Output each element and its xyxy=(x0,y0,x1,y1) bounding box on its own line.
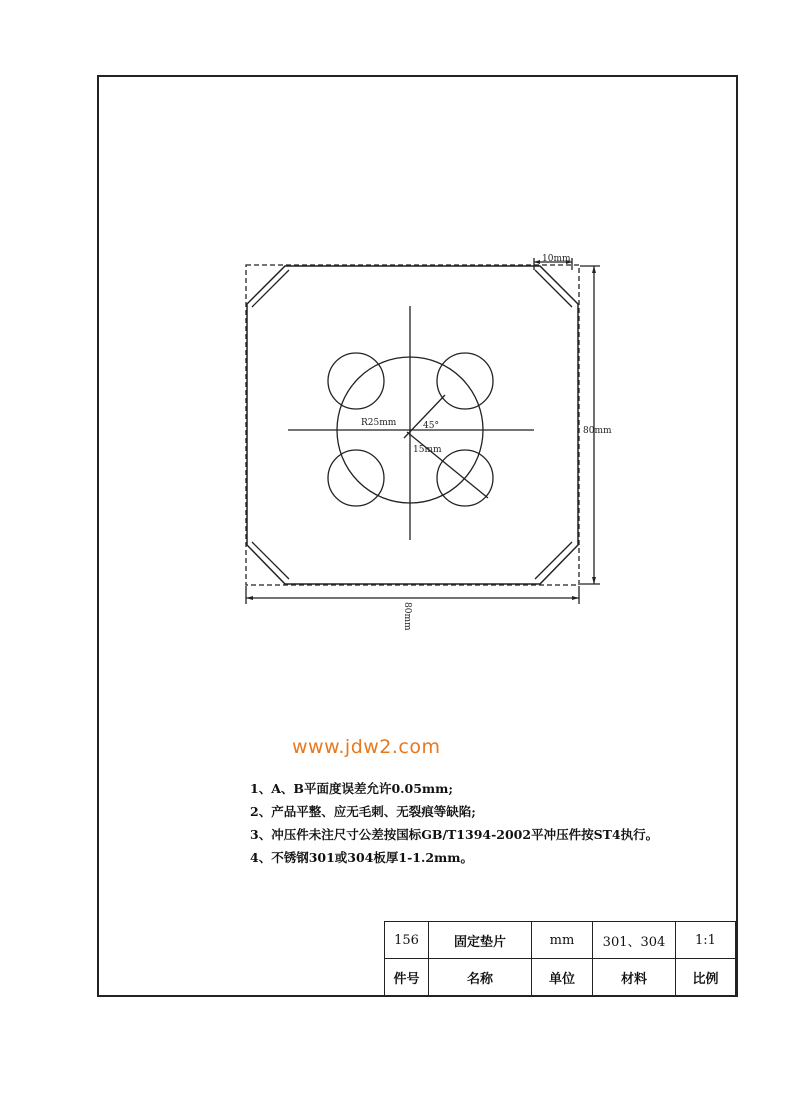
dim-label-right: 80mm xyxy=(583,426,612,436)
dim-label-bottom: 80mm xyxy=(402,602,412,631)
watermark-url: www.jdw2.com xyxy=(292,736,441,758)
title-block-values-row xyxy=(385,922,736,959)
part-no-value: 156 xyxy=(385,922,429,959)
unit-header: 单位 xyxy=(532,959,593,996)
arrow-head xyxy=(592,266,596,273)
unit-value: mm xyxy=(532,922,593,959)
note-item: 2、产品平整、应无毛刺、无裂痕等缺陷; xyxy=(250,804,476,819)
angle-label: 45° xyxy=(423,421,439,431)
part-name-header: 名称 xyxy=(429,959,532,996)
note-item: 3、冲压件未注尺寸公差按国标GB/T1394-2002平冲压件按ST4执行。 xyxy=(250,827,659,842)
part-name-value: 固定垫片 xyxy=(429,922,532,959)
part-no-header: 件号 xyxy=(385,959,429,996)
radius-label: R25mm xyxy=(361,418,397,428)
technical-notes xyxy=(250,777,658,869)
chamfer-line xyxy=(252,542,289,579)
arrow-head xyxy=(572,596,579,600)
note-item: 4、不锈钢301或304板厚1-1.2mm。 xyxy=(250,850,473,865)
title-block-headers-row xyxy=(385,959,736,996)
chamfer-line xyxy=(252,270,289,307)
arrow-head xyxy=(534,260,540,264)
chamfered-plate-outline xyxy=(247,266,578,584)
hole-bottom-left xyxy=(328,450,384,506)
radius-line xyxy=(407,432,488,498)
scale-value: 1:1 xyxy=(676,922,736,959)
arrow-head xyxy=(592,577,596,584)
material-header: 材料 xyxy=(593,959,676,996)
chamfer-line xyxy=(535,270,572,307)
offset-label: 15mm xyxy=(413,445,442,455)
dim-label-top: 10mm xyxy=(542,254,571,264)
hole-top-right xyxy=(437,353,493,409)
arrow-head xyxy=(246,596,253,600)
title-block xyxy=(384,921,736,996)
material-value: 301、304 xyxy=(593,922,676,959)
scale-header: 比例 xyxy=(676,959,736,996)
outer-dashed-square xyxy=(246,265,579,585)
note-item: 1、A、B平面度误差允许0.05mm; xyxy=(250,781,453,796)
chamfer-line xyxy=(535,542,572,579)
